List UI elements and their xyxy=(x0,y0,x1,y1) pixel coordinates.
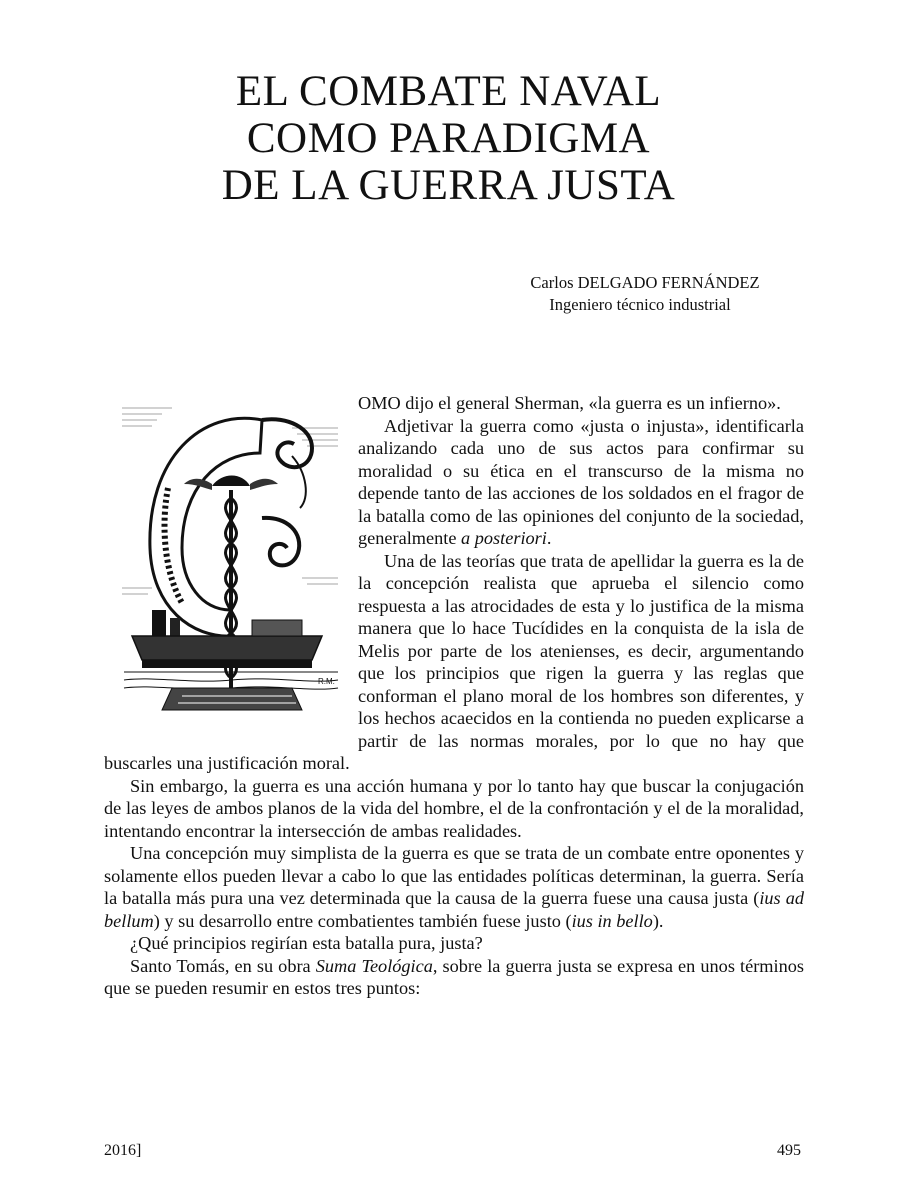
dropcap-space xyxy=(104,392,358,737)
paragraph-6: ¿Qué principios regirían esta batalla pura, justa? xyxy=(130,933,483,953)
title-line-2: COMO PARADIGMA xyxy=(246,115,651,162)
paragraph-2: Adjetivar la guerra como «justa o injusta», identificarla analizando cada uno de sus actos para confirmar su moralidad o su ética en el transcurso de la misma no depende tanto de las acciones de los soldados en el fragor de la batalla como de las opiniones del conjunto de la sociedad, generalmente a posteriori. xyxy=(358,415,804,548)
paragraph-5: Una concepción muy simplista de la guerra es que se trata de un combate entre oponentes y solamente ellos pueden llevar a cabo lo que las entidades políticas determinan, la guerra. Sería la batalla más pura una vez determinada que la causa de la guerra fuese una causa justa (ius ad bellum) y su desarrollo entre combatientes también fuese justo (ius in bello). xyxy=(104,843,804,931)
title-line-1: EL COMBATE NAVAL xyxy=(235,68,662,115)
article-body xyxy=(104,392,804,1000)
author-block xyxy=(470,272,800,316)
article-title xyxy=(0,68,897,209)
paragraph-3: Una de las teorías que trata de apellidar la guerra es la de la concepción realista que aprueba el silencio como respuesta a las atrocidades de esta y lo justifica de la misma manera que lo hace Tucídides en la conquista de la isla de Melis por parte de los atenienses, es decir, argumentando que los principios que rigen la guerra y las reglas que conforman el plano moral de los hombres son diferentes, y los hechos acaecidos en la contienda no pueden explicarse a partir de las normas morales, por lo que no hay que buscarles una justificación moral. xyxy=(104,550,804,773)
svg-text:R.M.: R.M. xyxy=(318,677,335,686)
author-name: Carlos DELGADO FERNÁNDEZ xyxy=(530,273,760,292)
author-role: Ingeniero técnico industrial xyxy=(549,295,731,314)
paragraph-4: Sin embargo, la guerra es una acción humana y por lo tanto hay que buscar la conjugación de las leyes de ambos planos de la vida del hombre, el de la confrontación y el de la moralidad, intentando encontrar la intersección de ambas realidades. xyxy=(104,775,804,841)
page-number: 495 xyxy=(777,1142,801,1159)
paragraph-7: Santo Tomás, en su obra Suma Teológica, sobre la guerra justa se expresa en unos términos que se pueden resumir en estos tres puntos: xyxy=(104,955,804,998)
title-line-3: DE LA GUERRA JUSTA xyxy=(221,162,676,209)
paragraph-1: OMO dijo el general Sherman, «la guerra es un infierno». xyxy=(358,393,781,413)
footer-date: 2016] xyxy=(104,1142,142,1159)
